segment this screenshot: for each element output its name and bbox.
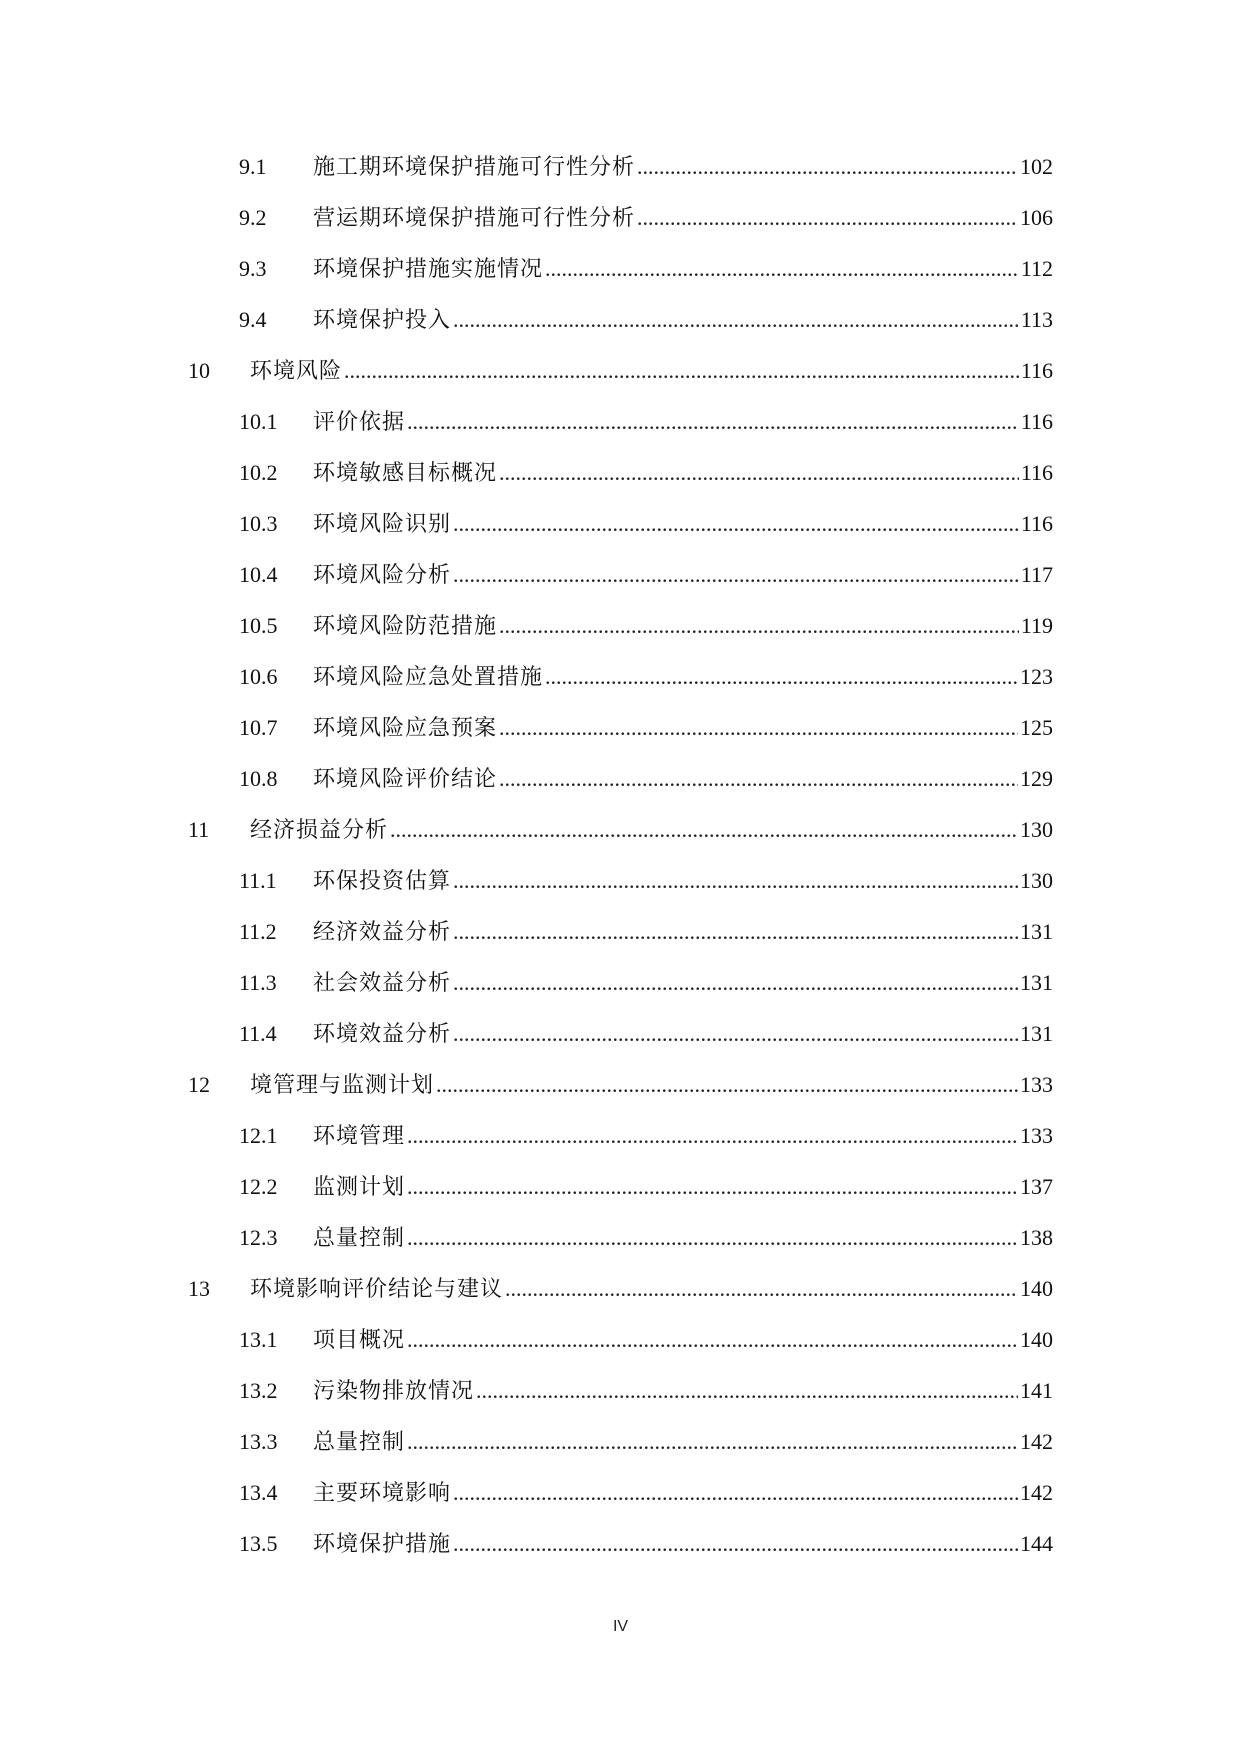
toc-entry[interactable] [0,356,1241,407]
toc-entry[interactable] [0,1376,1241,1427]
toc-entry-number: 12.3 [239,1225,278,1250]
toc-dot-leader [476,1376,1018,1406]
toc-entry-title: 经济效益分析 [313,919,452,944]
toc-entry-page-number: 123 [1020,664,1053,689]
toc-dot-leader [637,203,1018,233]
toc-entry-page-number: 112 [1020,256,1053,281]
toc-entry-title: 环境保护投入 [313,307,452,332]
toc-entry[interactable] [0,407,1241,458]
toc-dot-leader [436,1070,1018,1100]
toc-entry[interactable] [0,713,1241,764]
toc-entry-page-number: 116 [1020,460,1053,485]
toc-entry-body [313,917,1053,947]
toc-entry[interactable] [0,1070,1241,1121]
toc-entry-number: 9.2 [239,205,267,230]
toc-entry-body [313,1223,1053,1253]
toc-entry-number: 11.2 [239,919,277,944]
toc-entry-title: 环境风险评价结论 [313,766,498,791]
toc-entry-body [313,713,1053,743]
toc-dot-leader [505,1274,1018,1304]
toc-entry[interactable] [0,1019,1241,1070]
toc-dot-leader [453,560,1019,590]
toc-entry-page-number: 133 [1020,1123,1053,1148]
toc-entry-page-number: 140 [1020,1276,1053,1301]
toc-entry-number: 10.4 [239,562,278,587]
toc-entry-page-number: 106 [1020,205,1053,230]
toc-entry-body [313,1172,1053,1202]
toc-dot-leader [407,1121,1018,1151]
toc-entry-number: 10.5 [239,613,278,638]
toc-entry-body [313,152,1053,182]
toc-entry[interactable] [0,968,1241,1019]
toc-dot-leader [407,1427,1018,1457]
toc-dot-leader [545,254,1019,284]
toc-entry-title: 环境风险应急处置措施 [313,664,544,689]
toc-entry[interactable] [0,254,1241,305]
toc-entry-body [313,968,1053,998]
toc-dot-leader [545,662,1018,692]
toc-entry[interactable] [0,509,1241,560]
toc-entry-body [313,1478,1053,1508]
toc-entry[interactable] [0,1274,1241,1325]
toc-entry-page-number: 130 [1020,817,1053,842]
toc-entry-title: 总量控制 [313,1429,406,1454]
toc-entry-number: 12.2 [239,1174,278,1199]
toc-entry-body [250,815,1053,845]
toc-entry-title: 环境风险分析 [313,562,452,587]
toc-entry-page-number: 141 [1020,1378,1053,1403]
toc-entry-body [250,1070,1053,1100]
toc-entry-title: 总量控制 [313,1225,406,1250]
toc-entry-number: 10.6 [239,664,278,689]
toc-entry-body [313,305,1053,335]
toc-entry-title: 环境风险 [250,358,343,383]
toc-entry-page-number: 129 [1020,766,1053,791]
toc-entry[interactable] [0,764,1241,815]
toc-entry-body [313,1121,1053,1151]
toc-entry-page-number: 131 [1020,1021,1053,1046]
toc-entry-title: 环保投资估算 [313,868,452,893]
toc-entry-title: 环境影响评价结论与建议 [250,1276,504,1301]
toc-entry-number: 9.1 [239,154,267,179]
toc-entry-body [250,1274,1053,1304]
toc-entry-number: 10.1 [239,409,278,434]
toc-dot-leader [453,1529,1018,1559]
toc-entry[interactable] [0,917,1241,968]
toc-entry-page-number: 142 [1020,1480,1053,1505]
toc-entry-number: 10.3 [239,511,278,536]
toc-entry-title: 项目概况 [313,1327,406,1352]
toc-entry-page-number: 119 [1020,613,1053,638]
toc-entry-body [313,611,1053,641]
toc-entry-body [313,560,1053,590]
toc-entry[interactable] [0,203,1241,254]
toc-entry-title: 评价依据 [313,409,406,434]
toc-entry-title: 环境效益分析 [313,1021,452,1046]
toc-entry-title: 境管理与监测计划 [250,1072,435,1097]
toc-entry[interactable] [0,305,1241,356]
toc-entry-body [313,1019,1053,1049]
toc-entry-page-number: 131 [1020,919,1053,944]
toc-dot-leader [453,917,1018,947]
toc-entry[interactable] [0,815,1241,866]
toc-entry-body [313,203,1053,233]
page-number-footer: IV [612,1618,629,1635]
toc-entry-body [313,1427,1053,1457]
toc-dot-leader [344,356,1019,386]
toc-entry-page-number: 133 [1020,1072,1053,1097]
toc-dot-leader [407,1172,1018,1202]
toc-entry[interactable] [0,1223,1241,1274]
toc-dot-leader [499,458,1019,488]
toc-entry-page-number: 138 [1020,1225,1053,1250]
toc-entry[interactable] [0,1529,1241,1580]
toc-dot-leader [499,713,1018,743]
toc-dot-leader [499,611,1019,641]
toc-entry[interactable] [0,1478,1241,1529]
toc-entry[interactable] [0,152,1241,203]
toc-entry-number: 12 [188,1072,210,1097]
table-of-contents [0,152,1241,1580]
toc-entry-page-number: 144 [1020,1531,1053,1556]
toc-entry-page-number: 116 [1020,358,1053,383]
toc-dot-leader [390,815,1018,845]
toc-entry-number: 13 [188,1276,210,1301]
toc-dot-leader [453,866,1018,896]
toc-entry-number: 10.2 [239,460,278,485]
toc-entry-title: 环境保护措施 [313,1531,452,1556]
toc-entry-number: 12.1 [239,1123,278,1148]
toc-entry-title: 环境管理 [313,1123,406,1148]
toc-entry-number: 11.1 [239,868,277,893]
toc-entry-body [313,1529,1053,1559]
toc-entry-title: 环境敏感目标概况 [313,460,498,485]
toc-dot-leader [637,152,1018,182]
toc-entry[interactable] [0,458,1241,509]
toc-dot-leader [499,764,1018,794]
toc-entry-title: 施工期环境保护措施可行性分析 [313,154,636,179]
toc-entry-number: 11.4 [239,1021,277,1046]
toc-entry[interactable] [0,866,1241,917]
toc-entry-number: 9.4 [239,307,267,332]
toc-entry-number: 10.7 [239,715,278,740]
toc-dot-leader [453,1019,1018,1049]
toc-entry-title: 主要环境影响 [313,1480,452,1505]
toc-entry-title: 环境风险识别 [313,511,452,536]
toc-entry-number: 13.5 [239,1531,278,1556]
toc-entry-page-number: 116 [1020,511,1053,536]
toc-entry-body [313,458,1053,488]
toc-entry-body [313,662,1053,692]
toc-entry[interactable] [0,611,1241,662]
toc-entry-body [313,1325,1053,1355]
toc-entry-title: 经济损益分析 [250,817,389,842]
toc-dot-leader [453,968,1018,998]
toc-entry[interactable] [0,662,1241,713]
toc-entry-page-number: 140 [1020,1327,1053,1352]
toc-entry-page-number: 131 [1020,970,1053,995]
toc-entry-page-number: 102 [1020,154,1053,179]
toc-entry-page-number: 130 [1020,868,1053,893]
toc-entry-body [313,1376,1053,1406]
toc-entry-number: 11.3 [239,970,277,995]
toc-entry-body [313,254,1053,284]
toc-entry-number: 11 [188,817,210,842]
toc-entry-body [250,356,1053,386]
toc-entry-title: 污染物排放情况 [313,1378,475,1403]
toc-entry-page-number: 116 [1020,409,1053,434]
toc-entry-page-number: 125 [1020,715,1053,740]
toc-dot-leader [453,305,1019,335]
toc-dot-leader [453,1478,1018,1508]
toc-entry[interactable] [0,1172,1241,1223]
toc-entry-title: 监测计划 [313,1174,406,1199]
toc-dot-leader [407,1223,1018,1253]
toc-entry-number: 13.3 [239,1429,278,1454]
toc-dot-leader [407,1325,1018,1355]
toc-entry-title: 社会效益分析 [313,970,452,995]
toc-entry[interactable] [0,1325,1241,1376]
toc-entry-page-number: 142 [1020,1429,1053,1454]
toc-entry-page-number: 117 [1020,562,1053,587]
toc-entry-body [313,866,1053,896]
toc-entry-page-number: 137 [1020,1174,1053,1199]
toc-entry-number: 10.8 [239,766,278,791]
toc-dot-leader [407,407,1019,437]
toc-entry-number: 9.3 [239,256,267,281]
toc-entry-number: 13.1 [239,1327,278,1352]
toc-entry[interactable] [0,1427,1241,1478]
toc-entry-title: 环境风险防范措施 [313,613,498,638]
toc-entry[interactable] [0,1121,1241,1172]
toc-entry-title: 营运期环境保护措施可行性分析 [313,205,636,230]
toc-entry-body [313,407,1053,437]
toc-entry-title: 环境风险应急预案 [313,715,498,740]
toc-entry-body [313,764,1053,794]
toc-entry[interactable] [0,560,1241,611]
toc-entry-title: 环境保护措施实施情况 [313,256,544,281]
toc-entry-number: 13.2 [239,1378,278,1403]
toc-entry-body [313,509,1053,539]
toc-dot-leader [453,509,1019,539]
toc-entry-number: 13.4 [239,1480,278,1505]
toc-entry-page-number: 113 [1020,307,1053,332]
toc-entry-number: 10 [188,358,210,383]
